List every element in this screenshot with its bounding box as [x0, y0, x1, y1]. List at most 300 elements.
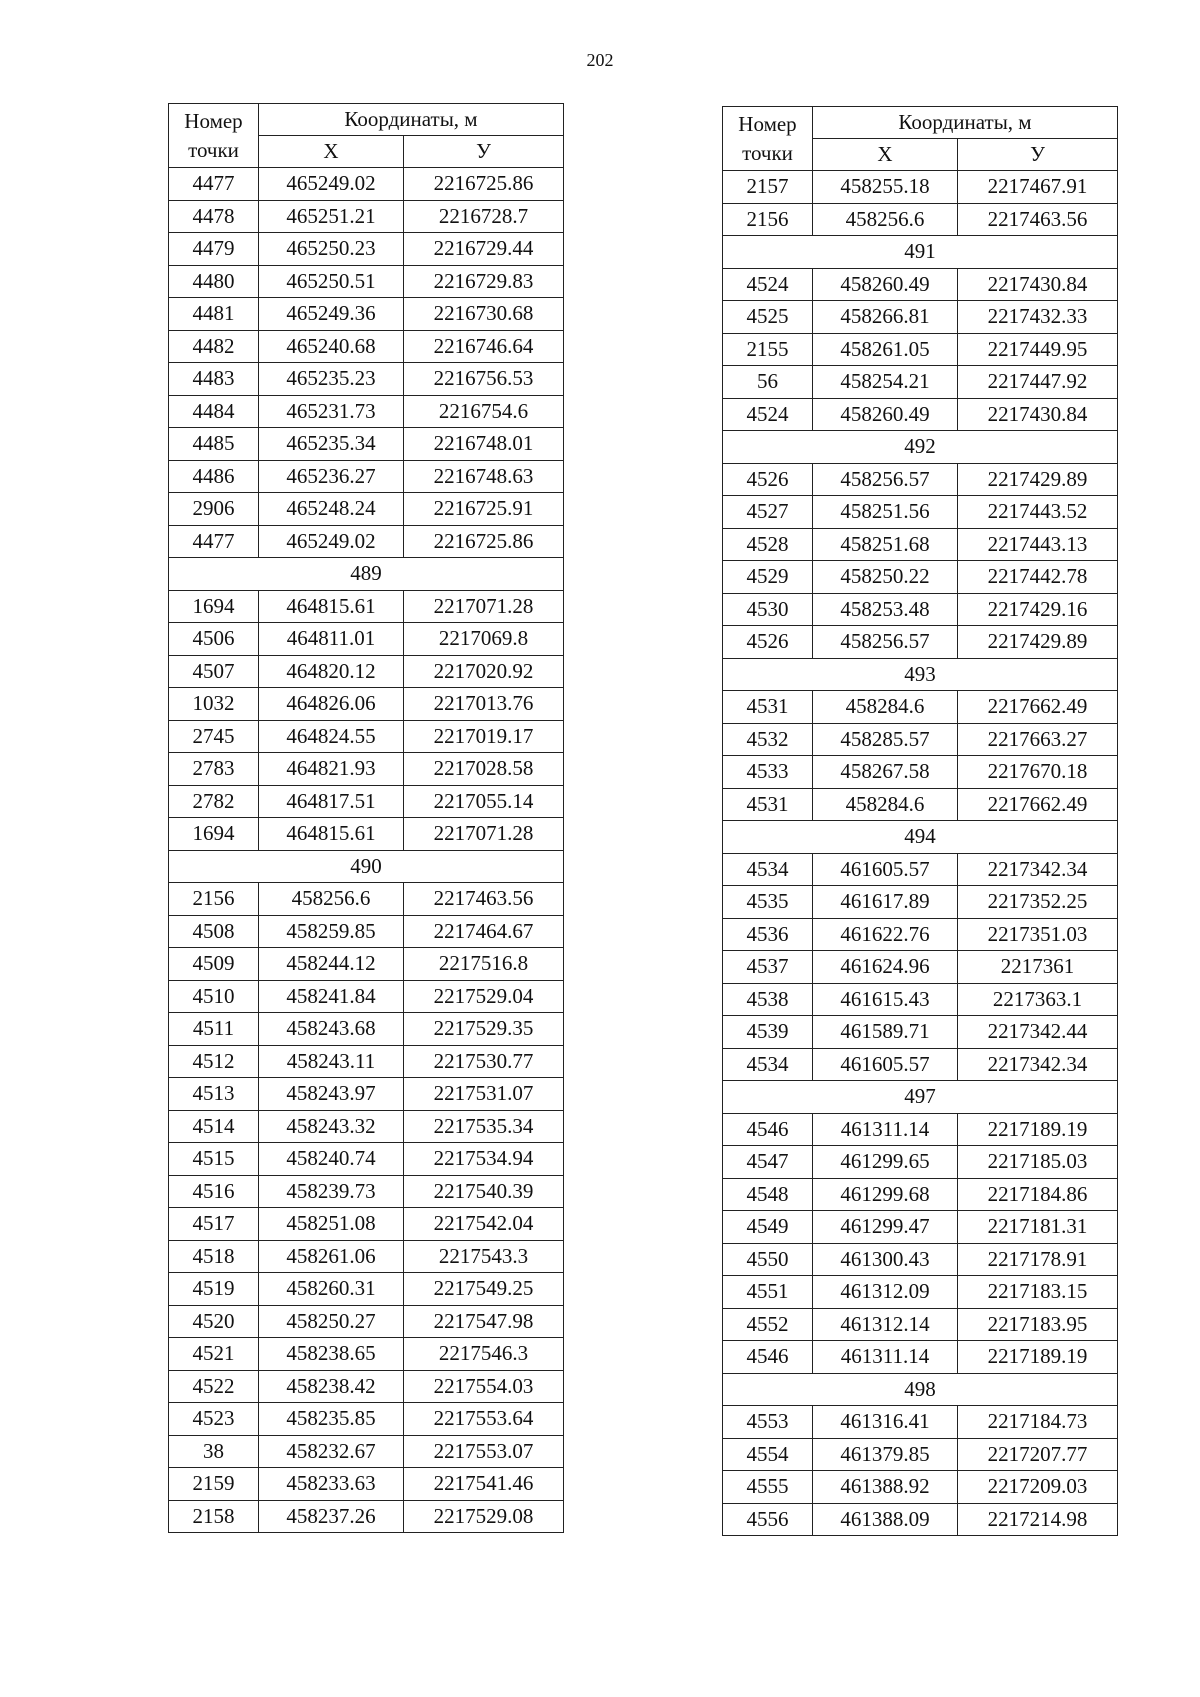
table-row: [723, 496, 1118, 529]
y-coordinate-cell: 2217529.35: [404, 1013, 564, 1046]
point-number-cell: 4539: [723, 1016, 813, 1049]
x-coordinate-cell: 458253.48: [813, 593, 958, 626]
x-coordinate-cell: 461615.43: [813, 983, 958, 1016]
x-coordinate-cell: 461617.89: [813, 886, 958, 919]
x-coordinate-cell: 458251.56: [813, 496, 958, 529]
point-number-cell: 4553: [723, 1406, 813, 1439]
point-number-cell: 4536: [723, 918, 813, 951]
y-coordinate-cell: 2217189.19: [958, 1341, 1118, 1374]
x-coordinate-cell: 461311.14: [813, 1341, 958, 1374]
table-row: [723, 1178, 1118, 1211]
y-coordinate-cell: 2217447.92: [958, 366, 1118, 399]
point-number-cell: 4524: [723, 398, 813, 431]
section-row: [723, 658, 1118, 691]
table-row: [723, 268, 1118, 301]
y-coordinate-cell: 2216748.01: [404, 428, 564, 461]
table-row: [723, 788, 1118, 821]
point-number-cell: 4554: [723, 1438, 813, 1471]
y-coordinate-cell: 2217430.84: [958, 268, 1118, 301]
table-row: [723, 398, 1118, 431]
x-coordinate-cell: 458284.6: [813, 788, 958, 821]
point-number-cell: 2156: [723, 203, 813, 236]
x-coordinate-cell: 458235.85: [259, 1403, 404, 1436]
point-number-cell: 4526: [723, 463, 813, 496]
section-row: [169, 558, 564, 591]
point-number-cell: 4548: [723, 1178, 813, 1211]
y-coordinate-cell: 2216729.44: [404, 233, 564, 266]
y-coordinate-cell: 2217547.98: [404, 1305, 564, 1338]
table-row: [169, 1273, 564, 1306]
y-coordinate-cell: 2216756.53: [404, 363, 564, 396]
table-row: [169, 330, 564, 363]
table-row: [169, 200, 564, 233]
x-coordinate-cell: 461299.47: [813, 1211, 958, 1244]
x-coordinate-cell: 461299.68: [813, 1178, 958, 1211]
x-coordinate-cell: 458241.84: [259, 980, 404, 1013]
x-coordinate-cell: 458285.57: [813, 723, 958, 756]
x-coordinate-cell: 461388.92: [813, 1471, 958, 1504]
y-coordinate-cell: 2216728.7: [404, 200, 564, 233]
y-coordinate-cell: 2216730.68: [404, 298, 564, 331]
table-row: [169, 1045, 564, 1078]
table-row: [723, 593, 1118, 626]
coordinates-table-left: [168, 103, 564, 1533]
point-number-cell: 4546: [723, 1113, 813, 1146]
y-coordinate-cell: 2217071.28: [404, 818, 564, 851]
y-coordinate-cell: 2217429.16: [958, 593, 1118, 626]
point-number-cell: 4522: [169, 1370, 259, 1403]
table-row: [723, 1048, 1118, 1081]
y-coordinate-cell: 2217429.89: [958, 463, 1118, 496]
y-coordinate-cell: 2217449.95: [958, 333, 1118, 366]
x-coordinate-cell: 461299.65: [813, 1146, 958, 1179]
y-coordinate-cell: 2217534.94: [404, 1143, 564, 1176]
point-number-cell: 4509: [169, 948, 259, 981]
x-coordinate-cell: 458250.27: [259, 1305, 404, 1338]
table-row: [169, 1208, 564, 1241]
point-number-cell: 4508: [169, 915, 259, 948]
x-coordinate-cell: 458261.06: [259, 1240, 404, 1273]
y-coordinate-cell: 2217430.84: [958, 398, 1118, 431]
x-coordinate-cell: 465250.23: [259, 233, 404, 266]
y-coordinate-cell: 2217181.31: [958, 1211, 1118, 1244]
table-row: [169, 785, 564, 818]
x-coordinate-cell: 458238.65: [259, 1338, 404, 1371]
table-row: [723, 1471, 1118, 1504]
x-coordinate-cell: 461300.43: [813, 1243, 958, 1276]
point-number-cell: 4525: [723, 301, 813, 334]
point-number-cell: 4506: [169, 623, 259, 656]
table-row: [169, 1370, 564, 1403]
table-row: [723, 918, 1118, 951]
point-number-cell: 2158: [169, 1500, 259, 1533]
point-number-cell: 4538: [723, 983, 813, 1016]
y-coordinate-cell: 2217178.91: [958, 1243, 1118, 1276]
point-number-cell: 4533: [723, 756, 813, 789]
point-number-cell: 2159: [169, 1468, 259, 1501]
x-coordinate-cell: 461388.09: [813, 1503, 958, 1536]
x-coordinate-cell: 458251.08: [259, 1208, 404, 1241]
y-coordinate-cell: 2217183.15: [958, 1276, 1118, 1309]
y-coordinate-cell: 2217546.3: [404, 1338, 564, 1371]
x-coordinate-cell: 458255.18: [813, 171, 958, 204]
x-coordinate-cell: 458256.57: [813, 626, 958, 659]
y-column-header: У: [404, 136, 564, 168]
point-number-cell: 4550: [723, 1243, 813, 1276]
x-coordinate-cell: 458261.05: [813, 333, 958, 366]
y-coordinate-cell: 2217013.76: [404, 688, 564, 721]
y-coordinate-cell: 2217069.8: [404, 623, 564, 656]
y-coordinate-cell: 2217541.46: [404, 1468, 564, 1501]
y-coordinate-cell: 2217553.07: [404, 1435, 564, 1468]
x-coordinate-cell: 461622.76: [813, 918, 958, 951]
table-row: [723, 1308, 1118, 1341]
x-coordinate-cell: 458243.11: [259, 1045, 404, 1078]
table-row: [169, 493, 564, 526]
point-number-cell: 4520: [169, 1305, 259, 1338]
y-coordinate-cell: 2217464.67: [404, 915, 564, 948]
table-row: [169, 1500, 564, 1533]
x-coordinate-cell: 461312.09: [813, 1276, 958, 1309]
table-row: [169, 883, 564, 916]
point-number-cell: 4516: [169, 1175, 259, 1208]
x-coordinate-cell: 465231.73: [259, 395, 404, 428]
table-row: [169, 623, 564, 656]
y-coordinate-cell: 2217467.91: [958, 171, 1118, 204]
y-coordinate-cell: 2216748.63: [404, 460, 564, 493]
table-row: [723, 203, 1118, 236]
x-coordinate-cell: 461316.41: [813, 1406, 958, 1439]
y-coordinate-cell: 2217184.73: [958, 1406, 1118, 1439]
section-number: 490: [169, 850, 564, 883]
y-coordinate-cell: 2216725.91: [404, 493, 564, 526]
y-coordinate-cell: 2216746.64: [404, 330, 564, 363]
y-coordinate-cell: 2217019.17: [404, 720, 564, 753]
table-row: [169, 1013, 564, 1046]
y-coordinate-cell: 2217055.14: [404, 785, 564, 818]
section-row: [723, 1373, 1118, 1406]
point-number-cell: 2906: [169, 493, 259, 526]
x-coordinate-cell: 461589.71: [813, 1016, 958, 1049]
table-row: [723, 1016, 1118, 1049]
y-coordinate-cell: 2217020.92: [404, 655, 564, 688]
section-row: [723, 821, 1118, 854]
point-number-header: Номер точки: [169, 104, 259, 168]
table-row: [169, 720, 564, 753]
x-coordinate-cell: 464817.51: [259, 785, 404, 818]
x-coordinate-cell: 458238.42: [259, 1370, 404, 1403]
x-coordinate-cell: 464820.12: [259, 655, 404, 688]
table-row: [169, 1143, 564, 1176]
y-column-header: У: [958, 139, 1118, 171]
y-coordinate-cell: 2217429.89: [958, 626, 1118, 659]
y-coordinate-cell: 2217184.86: [958, 1178, 1118, 1211]
x-coordinate-cell: 464826.06: [259, 688, 404, 721]
table-row: [169, 233, 564, 266]
y-coordinate-cell: 2217662.49: [958, 691, 1118, 724]
y-coordinate-cell: 2217463.56: [958, 203, 1118, 236]
x-coordinate-cell: 465235.34: [259, 428, 404, 461]
table-row: [723, 1146, 1118, 1179]
point-number-cell: 4481: [169, 298, 259, 331]
table-row: [723, 886, 1118, 919]
point-number-cell: 4555: [723, 1471, 813, 1504]
x-coordinate-cell: 461605.57: [813, 853, 958, 886]
x-coordinate-cell: 458232.67: [259, 1435, 404, 1468]
point-number-cell: 1694: [169, 818, 259, 851]
point-number-cell: 4552: [723, 1308, 813, 1341]
point-number-cell: 4521: [169, 1338, 259, 1371]
point-number-cell: 4531: [723, 691, 813, 724]
table-row: [169, 298, 564, 331]
point-number-cell: 4511: [169, 1013, 259, 1046]
section-number: 492: [723, 431, 1118, 464]
point-number-header: Номер точки: [723, 107, 813, 171]
table-row: [169, 363, 564, 396]
y-coordinate-cell: 2217185.03: [958, 1146, 1118, 1179]
table-row: [723, 951, 1118, 984]
point-number-cell: 4513: [169, 1078, 259, 1111]
x-coordinate-cell: 465251.21: [259, 200, 404, 233]
point-number-cell: 4507: [169, 655, 259, 688]
table-row: [169, 753, 564, 786]
y-coordinate-cell: 2217189.19: [958, 1113, 1118, 1146]
point-number-cell: 4551: [723, 1276, 813, 1309]
y-coordinate-cell: 2217432.33: [958, 301, 1118, 334]
y-coordinate-cell: 2217442.78: [958, 561, 1118, 594]
section-row: [723, 236, 1118, 269]
table-row: [723, 463, 1118, 496]
x-coordinate-cell: 458243.97: [259, 1078, 404, 1111]
y-coordinate-cell: 2217342.34: [958, 1048, 1118, 1081]
coordinates-header: Координаты, м: [813, 107, 1118, 139]
point-number-cell: 4531: [723, 788, 813, 821]
point-number-cell: 4518: [169, 1240, 259, 1273]
point-number-cell: 4546: [723, 1341, 813, 1374]
table-body: [169, 168, 564, 1533]
point-number-cell: 4486: [169, 460, 259, 493]
table-row: [723, 1406, 1118, 1439]
table-row: [169, 915, 564, 948]
section-number: 497: [723, 1081, 1118, 1114]
table-row: [169, 655, 564, 688]
x-coordinate-cell: 458260.49: [813, 398, 958, 431]
y-coordinate-cell: 2216725.86: [404, 168, 564, 201]
point-number-cell: 4523: [169, 1403, 259, 1436]
y-coordinate-cell: 2217549.25: [404, 1273, 564, 1306]
x-coordinate-cell: 465240.68: [259, 330, 404, 363]
point-number-cell: 4510: [169, 980, 259, 1013]
table-header-row: [723, 107, 1118, 139]
x-coordinate-cell: 458284.6: [813, 691, 958, 724]
table-row: [169, 1468, 564, 1501]
point-number-cell: 4485: [169, 428, 259, 461]
y-coordinate-cell: 2217361: [958, 951, 1118, 984]
y-coordinate-cell: 2216725.86: [404, 525, 564, 558]
x-coordinate-cell: 458243.32: [259, 1110, 404, 1143]
y-coordinate-cell: 2217463.56: [404, 883, 564, 916]
table-row: [169, 1110, 564, 1143]
section-row: [169, 850, 564, 883]
coordinates-header: Координаты, м: [259, 104, 564, 136]
point-number-cell: 4478: [169, 200, 259, 233]
y-coordinate-cell: 2217443.52: [958, 496, 1118, 529]
y-coordinate-cell: 2217540.39: [404, 1175, 564, 1208]
point-number-cell: 4517: [169, 1208, 259, 1241]
x-coordinate-cell: 464815.61: [259, 818, 404, 851]
section-number: 494: [723, 821, 1118, 854]
page-number: 202: [586, 50, 614, 70]
x-coordinate-cell: 458260.31: [259, 1273, 404, 1306]
y-coordinate-cell: 2217214.98: [958, 1503, 1118, 1536]
y-coordinate-cell: 2217535.34: [404, 1110, 564, 1143]
x-coordinate-cell: 458254.21: [813, 366, 958, 399]
point-number-cell: 4477: [169, 525, 259, 558]
y-coordinate-cell: 2217209.03: [958, 1471, 1118, 1504]
table-row: [169, 265, 564, 298]
y-coordinate-cell: 2217207.77: [958, 1438, 1118, 1471]
x-coordinate-cell: 461312.14: [813, 1308, 958, 1341]
x-coordinate-cell: 465250.51: [259, 265, 404, 298]
point-number-cell: 4527: [723, 496, 813, 529]
y-coordinate-cell: 2217531.07: [404, 1078, 564, 1111]
section-number: 498: [723, 1373, 1118, 1406]
x-coordinate-cell: 458243.68: [259, 1013, 404, 1046]
point-number-cell: 2783: [169, 753, 259, 786]
x-coordinate-cell: 465249.02: [259, 168, 404, 201]
point-number-cell: 4529: [723, 561, 813, 594]
point-number-cell: 56: [723, 366, 813, 399]
point-number-cell: 2782: [169, 785, 259, 818]
table-row: [723, 756, 1118, 789]
section-number: 493: [723, 658, 1118, 691]
table-row: [723, 171, 1118, 204]
table-row: [169, 590, 564, 623]
y-coordinate-cell: 2217351.03: [958, 918, 1118, 951]
section-row: [723, 431, 1118, 464]
x-coordinate-cell: 461379.85: [813, 1438, 958, 1471]
table-row: [169, 818, 564, 851]
point-number-cell: 4528: [723, 528, 813, 561]
y-coordinate-cell: 2217529.04: [404, 980, 564, 1013]
point-number-cell: 4514: [169, 1110, 259, 1143]
table-row: [169, 688, 564, 721]
table-row: [723, 853, 1118, 886]
table-row: [723, 1211, 1118, 1244]
table-row: [723, 691, 1118, 724]
x-column-header: Х: [259, 136, 404, 168]
point-number-cell: 4530: [723, 593, 813, 626]
table-row: [723, 983, 1118, 1016]
y-coordinate-cell: 2217662.49: [958, 788, 1118, 821]
table-row: [169, 525, 564, 558]
y-coordinate-cell: 2216754.6: [404, 395, 564, 428]
point-number-cell: 2745: [169, 720, 259, 753]
table-row: [723, 301, 1118, 334]
x-coordinate-cell: 464811.01: [259, 623, 404, 656]
y-coordinate-cell: 2217071.28: [404, 590, 564, 623]
point-number-cell: 4534: [723, 853, 813, 886]
x-coordinate-cell: 465236.27: [259, 460, 404, 493]
x-coordinate-cell: 465249.36: [259, 298, 404, 331]
x-coordinate-cell: 458251.68: [813, 528, 958, 561]
x-coordinate-cell: 465249.02: [259, 525, 404, 558]
x-coordinate-cell: 458244.12: [259, 948, 404, 981]
y-coordinate-cell: 2217028.58: [404, 753, 564, 786]
table-row: [723, 723, 1118, 756]
table-row: [723, 1503, 1118, 1536]
y-coordinate-cell: 2216729.83: [404, 265, 564, 298]
y-coordinate-cell: 2217342.44: [958, 1016, 1118, 1049]
table-row: [169, 1175, 564, 1208]
table-row: [169, 395, 564, 428]
point-number-cell: 4537: [723, 951, 813, 984]
table-row: [169, 1078, 564, 1111]
point-number-cell: 4535: [723, 886, 813, 919]
table-row: [723, 561, 1118, 594]
x-coordinate-cell: 461311.14: [813, 1113, 958, 1146]
x-coordinate-cell: 458266.81: [813, 301, 958, 334]
x-coordinate-cell: 464824.55: [259, 720, 404, 753]
table-row: [723, 1438, 1118, 1471]
table-row: [723, 528, 1118, 561]
table-row: [169, 1338, 564, 1371]
point-number-cell: 2155: [723, 333, 813, 366]
y-coordinate-cell: 2217443.13: [958, 528, 1118, 561]
point-number-cell: 4526: [723, 626, 813, 659]
point-number-cell: 4512: [169, 1045, 259, 1078]
point-number-cell: 1032: [169, 688, 259, 721]
x-coordinate-cell: 458240.74: [259, 1143, 404, 1176]
table-row: [723, 626, 1118, 659]
point-number-cell: 4534: [723, 1048, 813, 1081]
y-coordinate-cell: 2217530.77: [404, 1045, 564, 1078]
x-coordinate-cell: 458233.63: [259, 1468, 404, 1501]
y-coordinate-cell: 2217516.8: [404, 948, 564, 981]
table-row: [723, 1276, 1118, 1309]
coordinates-table-right: [722, 106, 1118, 1536]
point-number-cell: 4532: [723, 723, 813, 756]
table-row: [169, 428, 564, 461]
point-number-cell: 4484: [169, 395, 259, 428]
table-header-row: [169, 104, 564, 136]
x-coordinate-cell: 458250.22: [813, 561, 958, 594]
point-number-cell: 4480: [169, 265, 259, 298]
table-row: [169, 1305, 564, 1338]
x-coordinate-cell: 461624.96: [813, 951, 958, 984]
x-coordinate-cell: 458260.49: [813, 268, 958, 301]
section-row: [723, 1081, 1118, 1114]
table-row: [169, 460, 564, 493]
point-number-cell: 2157: [723, 171, 813, 204]
y-coordinate-cell: 2217553.64: [404, 1403, 564, 1436]
point-number-cell: 2156: [169, 883, 259, 916]
x-coordinate-cell: 458256.57: [813, 463, 958, 496]
y-coordinate-cell: 2217663.27: [958, 723, 1118, 756]
x-coordinate-cell: 465235.23: [259, 363, 404, 396]
x-coordinate-cell: 465248.24: [259, 493, 404, 526]
x-coordinate-cell: 458267.58: [813, 756, 958, 789]
y-coordinate-cell: 2217183.95: [958, 1308, 1118, 1341]
x-coordinate-cell: 464821.93: [259, 753, 404, 786]
point-number-cell: 4515: [169, 1143, 259, 1176]
point-number-cell: 1694: [169, 590, 259, 623]
table-row: [723, 366, 1118, 399]
table-row: [723, 1243, 1118, 1276]
table-row: [169, 948, 564, 981]
x-coordinate-cell: 458256.6: [259, 883, 404, 916]
x-coordinate-cell: 458256.6: [813, 203, 958, 236]
